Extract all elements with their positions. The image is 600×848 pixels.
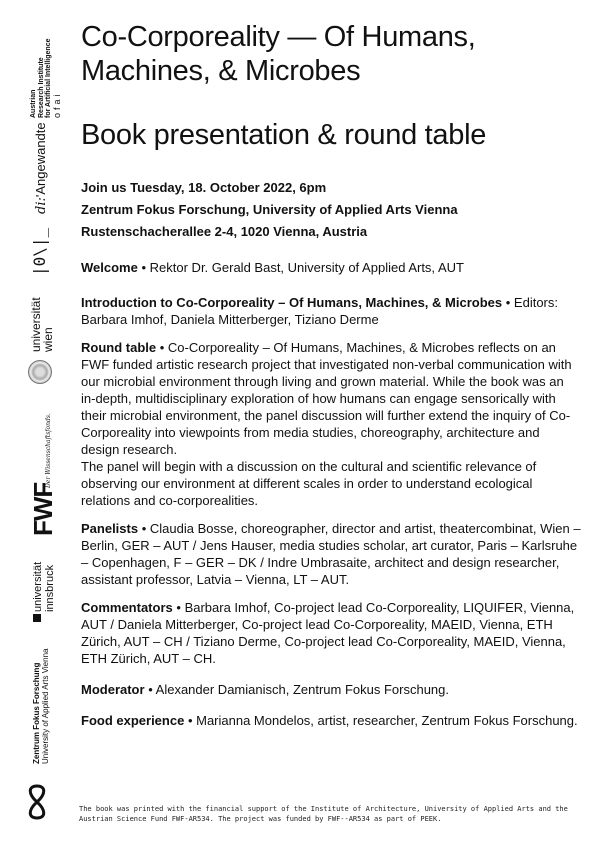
main-content [81,20,581,729]
ofai-mark: ofai [52,91,63,118]
section-text: Marianna Mondelos, artist, researcher, Zentrum Fokus Forschung. [196,713,578,729]
section-welcome [81,259,581,276]
page-title: Co-Corporeality — Of Humans, Machines, & Microbes [81,21,476,88]
innsbruck-square-icon [33,614,41,622]
bullet-separator: • [141,260,147,276]
innsbruck-line-1: universität [32,561,44,612]
bullet-separator: • [176,600,181,616]
ofai-line-3: for Artificial Intelligence [45,38,53,118]
ofai-line-2: Research Institute [37,57,45,118]
innsbruck-line-2: innsbruck [43,564,56,612]
event-venue: Zentrum Fokus Forschung, University of Applied Arts Vienna [81,202,458,218]
fwf-logo: FWF [28,482,58,536]
section-moderator [81,681,581,698]
infinity-loop-icon [26,782,48,822]
section-round-table [81,339,581,509]
section-text: Claudia Bosse, choreographer, director and artist, theatercombinat, Wien – Berlin, GER – AUT / Jens Hauser, media studies scholar, art curator, Paris – Karlsruhe – Copenhagen, F – GER – DK / Indre Umbrasaite, architect and design researcher, assistant professor, Latvia – Vienna, LT – AUT. [81,521,581,588]
zff-line-2: University of Applied Arts Vienna [41,648,51,764]
bullet-separator: • [141,521,147,537]
section-food-experience [81,712,581,729]
event-date: Join us Tuesday, 18. October 2022, 6pm [81,180,327,196]
section-label: Panelists [81,521,139,537]
bullet-separator: • [159,340,165,356]
innsbruck-logo [33,562,56,612]
section-introduction [81,294,581,328]
section-label: Food experience [81,713,185,729]
angewandte-prefix: di: [34,197,49,214]
footer-note: The book was printed with the financial support of the Institute of Architecture, University of Applied Arts and the Austrian Science Fund FWF-AR534. The project was funded by FWF--AR534 as part of PEEK. [79,805,568,823]
lab-mark-logo: |0\|_ [30,227,49,276]
event-address: Rustenschacherallee 2-4, 1020 Vienna, Austria [81,224,368,240]
uni-wien-line-1: universität [29,297,43,352]
section-panelists [81,520,581,588]
section-text: Rektor Dr. Gerald Bast, University of Applied Arts, AUT [149,260,464,276]
section-text: Barbara Imhof, Co-project lead Co-Corporeality, LIQUIFER, Vienna, AUT / Daniela Mitterberger, Co-project lead Co-Corporeality, MAEID, Vienna, ETH Zürich, AUT – CH / Tiziano Derme, Co-project lead Co-Corporeality, MAEID, Vienna, ETH Zürich, AUT – CH. [81,600,575,667]
page-subtitle: Book presentation & round table [81,119,487,152]
section-text-continued: The panel will begin with a discussion on the cultural and scientific relevance of observing our environment at different scales in order to understand ecological relations and co-corporealities. [81,459,537,509]
angewandte-logo [34,122,49,214]
logo-sidebar [0,0,72,848]
section-label: Introduction to Co-Corporeality – Of Humans, Machines, & Microbes [81,295,503,311]
section-label: Moderator [81,682,145,698]
section-label: Welcome [81,260,138,276]
bullet-separator: • [187,713,193,729]
ofai-logo [30,39,63,118]
section-label: Commentators [81,600,173,616]
section-text: Editors: Barbara Imhof, Daniela Mitterberger, Tiziano Derme [81,295,558,328]
uni-wien-seal-icon [28,360,52,384]
ofai-line-1: Austrian [30,89,37,118]
uni-wien-logo [30,297,54,352]
bullet-separator: • [148,682,153,698]
event-details [81,177,581,243]
section-text: Co-Corporeality – Of Humans, Machines, & Microbes reflects on an FWF funded artistic research project that investigated non-verbal communication with our microbial environment through living and grown material. While the book was an in-depth, multidisciplinary exploration of how humans can engage sensorically with their microbial environment, the panel discussion will further extend the inquiry of Co-Corporeality into viewpoints from media studies, choreography, architecture and design research. [81,340,572,458]
uni-wien-line-2: wien [41,327,55,352]
zff-line-1: Zentrum Fokus Forschung [32,662,41,764]
section-label: Round table [81,340,157,356]
angewandte-name: 'Angewandte [33,122,48,198]
zff-logo [32,649,50,764]
bullet-separator: • [505,295,511,311]
fwf-tagline: Der Wissenschaftsfonds. [45,413,52,488]
section-commentators [81,599,581,667]
section-text: Alexander Damianisch, Zentrum Fokus Forschung. [155,682,450,698]
